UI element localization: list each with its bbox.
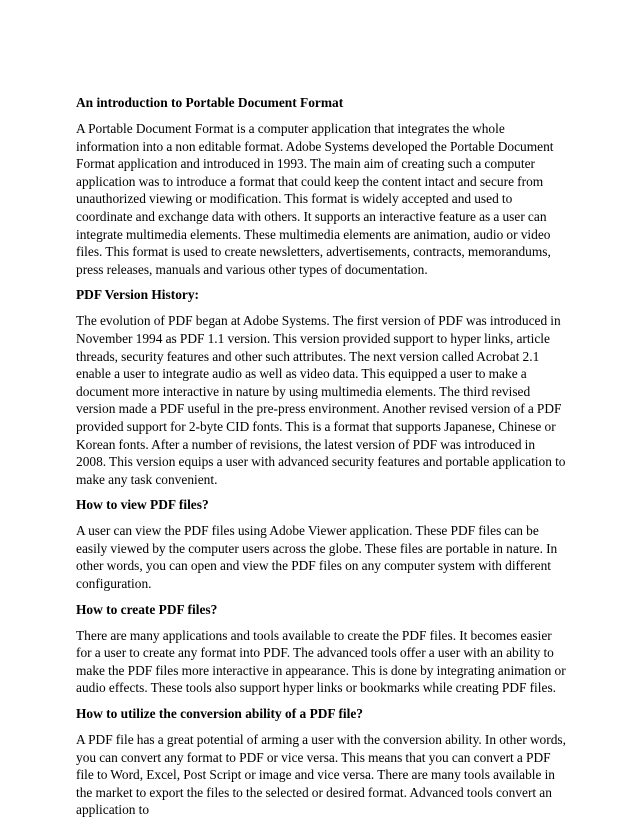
section-heading: How to utilize the conversion ability of a PDF file?: [76, 706, 363, 722]
section-heading: How to view PDF files?: [76, 497, 209, 513]
section-paragraph: The evolution of PDF began at Adobe Systems. The first version of PDF was introduced in November 1994 as PDF 1.1 version. This version provided support to hyper links, article threads, security features and other such attributes. The next version called Acrobat 2.1 enable a user to integrate audio as well as video data. This equipped a user to make a document more interactive in nature by using multimedia elements. The third revised version made a PDF useful in the pre-press environment. Another revised version of a PDF provided support for 2-byte CID fonts. This is a format that supports Japanese, Chinese or Korean fonts. After a number of revisions, the latest version of PDF was introduced in 2008. This version equips a user with advanced security features and portable application to make any task convenient.: [76, 313, 566, 487]
section-heading: PDF Version History:: [76, 287, 199, 303]
section-conversion: [76, 705, 566, 819]
section-heading: An introduction to Portable Document Format: [76, 95, 344, 110]
document-page: [76, 94, 566, 827]
section-version-history: [76, 286, 566, 488]
section-heading: How to create PDF files?: [76, 601, 218, 617]
section-introduction: [76, 94, 566, 278]
section-view-pdf: [76, 496, 566, 592]
section-paragraph: There are many applications and tools available to create the PDF files. It becomes easier for a user to create any format into PDF. The advanced tools offer a user with an ability to make the PDF files more interactive in appearance. This is done by integrating animation or audio effects. These tools also support hyper links or bookmarks while creating PDF files.: [76, 627, 566, 696]
section-paragraph: A Portable Document Format is a computer application that integrates the whole information into a non editable format. Adobe Systems developed the Portable Document Format application and introduced in 1993. The main aim of creating such a computer application was to introduce a format that could keep the content intact and secure from unauthorized viewing or modification. This format is widely accepted and used to coordinate and exchange data with others. It supports an interactive feature as a user can integrate multimedia elements. These multimedia elements are animation, audio or video files. This format is used to create newsletters, advertisements, contracts, memorandums, press releases, manuals and various other types of documentation.: [76, 121, 554, 277]
section-paragraph: A user can view the PDF files using Adobe Viewer application. These PDF files can be easily viewed by the computer users across the globe. These files are portable in nature. In other words, you can open and view the PDF files on any computer system with different configuration.: [76, 523, 558, 592]
section-create-pdf: [76, 601, 566, 697]
section-paragraph: A PDF file has a great potential of arming a user with the conversion ability. In other words, you can convert any format to PDF or vice versa. This means that you can convert a PDF file to Word, Excel, Post Script or image and vice versa. There are many tools available in the market to export the files to the selected or desired format. Advanced tools convert an application to: [76, 732, 566, 818]
